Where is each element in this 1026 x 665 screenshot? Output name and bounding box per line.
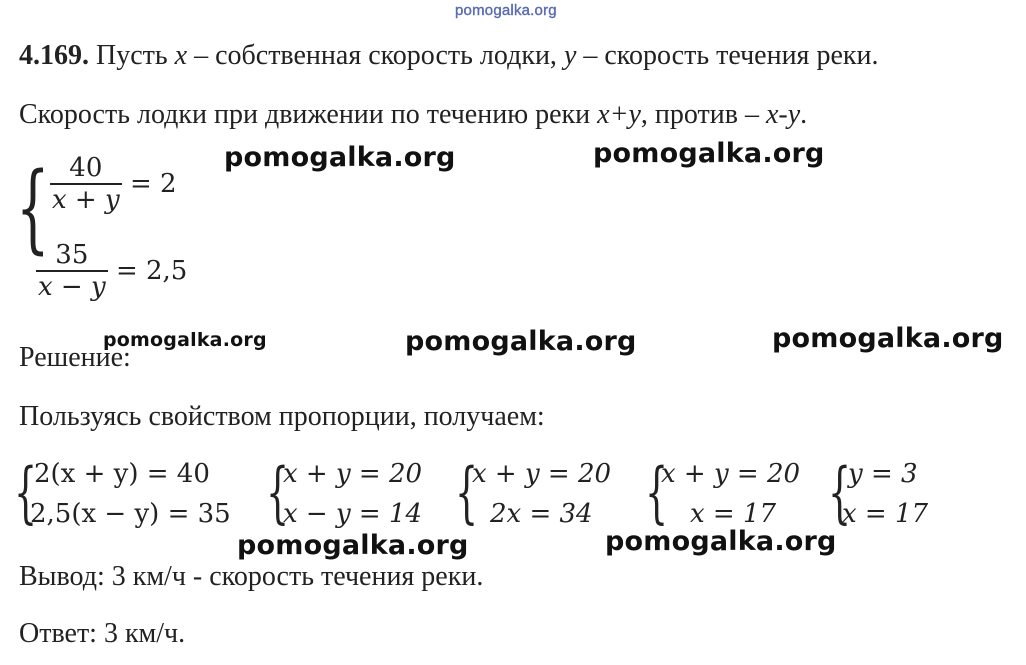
- conclusion: Вывод: 3 км/ч - скорость течения реки.: [19, 561, 484, 592]
- problem-text-a: Пусть: [89, 40, 175, 71]
- system-a-row-1: 2(x + y) = 40: [34, 459, 210, 489]
- problem-text-b: – собственная скорость лодки,: [187, 40, 564, 71]
- variable-x: x: [174, 40, 188, 71]
- problem-statement: [19, 40, 878, 72]
- system-c-row-1: x + y = 20: [472, 459, 612, 489]
- system-b-row-1: x + y = 20: [283, 459, 423, 489]
- watermark: pomogalka.org: [772, 323, 1004, 354]
- watermark: pomogalka.org: [593, 138, 825, 169]
- equation-2: [36, 240, 187, 302]
- equation-rhs: = 2: [129, 169, 177, 199]
- equation-1: [50, 153, 177, 215]
- fraction-40: [50, 153, 122, 215]
- watermark-top: pomogalka.org: [455, 2, 557, 19]
- left-brace: {: [266, 454, 290, 531]
- problem-text-c: – скорость течения реки.: [576, 40, 879, 71]
- left-brace: {: [14, 454, 38, 531]
- left-brace: {: [16, 152, 50, 264]
- watermark: pomogalka.org: [237, 530, 469, 561]
- system-a-row-2: 2,5(x − y) = 35: [30, 499, 231, 529]
- speed-description: [19, 99, 807, 131]
- speed-against-current: x-y: [765, 99, 801, 130]
- speed-text-c: .: [800, 99, 808, 130]
- system-d-row-1: x + y = 20: [661, 459, 801, 489]
- system-d-row-2: x = 17: [690, 499, 777, 529]
- watermark: pomogalka.org: [103, 329, 267, 351]
- left-brace: {: [455, 454, 479, 531]
- system-c-row-2: 2x = 34: [490, 499, 593, 529]
- denominator: x + y: [52, 185, 120, 215]
- proportion-line: Пользуясь свойством пропорции, получаем:: [19, 401, 545, 432]
- watermark: pomogalka.org: [405, 326, 637, 357]
- system-e-row-2: x = 17: [842, 499, 929, 529]
- system-e-row-1: y = 3: [848, 459, 918, 489]
- problem-number: 4.169.: [19, 40, 89, 71]
- fraction-35: [36, 240, 108, 302]
- variable-y: y: [563, 40, 577, 71]
- speed-with-current: x+y: [597, 99, 641, 130]
- numerator: 40: [69, 153, 103, 183]
- watermark: pomogalka.org: [224, 142, 456, 173]
- left-brace: {: [828, 454, 852, 531]
- speed-text-a: Скорость лодки при движении по течению реки: [19, 99, 598, 130]
- watermark: pomogalka.org: [605, 526, 837, 557]
- equation-rhs: = 2,5: [115, 256, 188, 286]
- answer: Ответ: 3 км/ч.: [19, 618, 186, 649]
- numerator: 35: [55, 240, 89, 270]
- system-b-row-2: x − y = 14: [283, 499, 423, 529]
- denominator: x − y: [38, 272, 106, 302]
- left-brace: {: [645, 454, 669, 531]
- speed-text-b: , против –: [640, 99, 766, 130]
- solution-label: Решение:: [19, 342, 131, 373]
